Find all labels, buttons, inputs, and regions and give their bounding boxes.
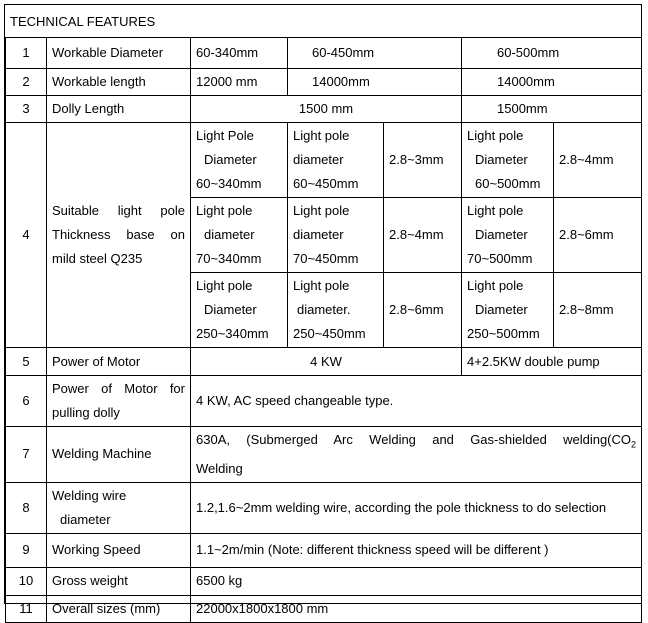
thickness-value: 2.8~8mm xyxy=(554,273,642,348)
feature-label: Power of Motor for pulling dolly xyxy=(47,376,191,427)
feature-value: 22000x1800x1800 mm xyxy=(191,595,642,622)
thickness-value: 2.8~6mm xyxy=(384,273,462,348)
feature-label: Overall sizes (mm) xyxy=(47,595,191,622)
feature-label: Welding wire diameter xyxy=(47,482,191,533)
table-row xyxy=(6,38,642,69)
feature-label: Power of Motor xyxy=(47,348,191,376)
table-row xyxy=(6,376,642,427)
row-number: 6 xyxy=(6,376,47,427)
pole-spec: Light Pole Diameter 60~340mm xyxy=(191,123,288,198)
technical-features-sheet xyxy=(4,4,642,616)
pole-spec: Light pole Diameter 70~500mm xyxy=(462,198,554,273)
feature-label: Working Speed xyxy=(47,533,191,567)
feature-label: Dolly Length xyxy=(47,96,191,123)
thickness-value: 2.8~6mm xyxy=(554,198,642,273)
feature-value: 1500mm xyxy=(462,96,642,123)
feature-label: Suitable light pole Thickness base on mild steel Q235 xyxy=(47,123,191,348)
thickness-value: 2.8~4mm xyxy=(554,123,642,198)
thickness-value: 2.8~4mm xyxy=(384,198,462,273)
feature-value: 4+2.5KW double pump xyxy=(462,348,642,376)
thickness-value: 2.8~3mm xyxy=(384,123,462,198)
feature-value: 630A, (Submerged Arc Welding and Gas-shielded $welding(CO_2$ Welding xyxy=(191,427,642,483)
feature-value: 1.1~2m/min (Note: different thickness speed will be different ) xyxy=(191,533,642,567)
table-row xyxy=(6,348,642,376)
row-number: 10 xyxy=(6,567,47,595)
table-row xyxy=(6,123,642,198)
row-number: 2 xyxy=(6,69,47,96)
row-number: 11 xyxy=(6,595,47,622)
row-number: 3 xyxy=(6,96,47,123)
feature-label: Workable length xyxy=(47,69,191,96)
feature-value: 1.2,1.6~2mm welding wire, according the pole thickness to do selection xyxy=(191,482,642,533)
row-number: 1 xyxy=(6,38,47,69)
features-table xyxy=(5,37,642,623)
pole-spec: Light pole Diameter 250~500mm xyxy=(462,273,554,348)
row-number: 4 xyxy=(6,123,47,348)
row-number: 5 xyxy=(6,348,47,376)
feature-value: 60-450mm xyxy=(288,38,462,69)
row-number: 9 xyxy=(6,533,47,567)
feature-value: 60-500mm xyxy=(462,38,642,69)
table-row xyxy=(6,427,642,483)
table-row xyxy=(6,533,642,567)
feature-value: 4 KW xyxy=(191,348,462,376)
table-row xyxy=(6,595,642,622)
table-row xyxy=(6,69,642,96)
feature-value: 4 KW, AC speed changeable type. xyxy=(191,376,642,427)
feature-label: Workable Diameter xyxy=(47,38,191,69)
pole-spec: Light pole diameter 70~450mm xyxy=(288,198,384,273)
feature-value: 60-340mm xyxy=(191,38,288,69)
table-row xyxy=(6,482,642,533)
feature-label: Gross weight xyxy=(47,567,191,595)
feature-value: 12000 mm xyxy=(191,69,288,96)
pole-spec: Light pole diameter 70~340mm xyxy=(191,198,288,273)
table-row xyxy=(6,567,642,595)
feature-value: 14000mm xyxy=(462,69,642,96)
pole-spec: Light pole Diameter 250~340mm xyxy=(191,273,288,348)
feature-value: 14000mm xyxy=(288,69,462,96)
pole-spec: Light pole Diameter 60~500mm xyxy=(462,123,554,198)
table-row xyxy=(6,96,642,123)
feature-value: 6500 kg xyxy=(191,567,642,595)
pole-spec: Light pole diameter 60~450mm xyxy=(288,123,384,198)
row-number: 8 xyxy=(6,482,47,533)
feature-value: 1500 mm xyxy=(191,96,462,123)
feature-label: Welding Machine xyxy=(47,427,191,483)
row-number: 7 xyxy=(6,427,47,483)
sheet-title: TECHNICAL FEATURES xyxy=(10,14,156,29)
pole-spec: Light pole diameter. 250~450mm xyxy=(288,273,384,348)
